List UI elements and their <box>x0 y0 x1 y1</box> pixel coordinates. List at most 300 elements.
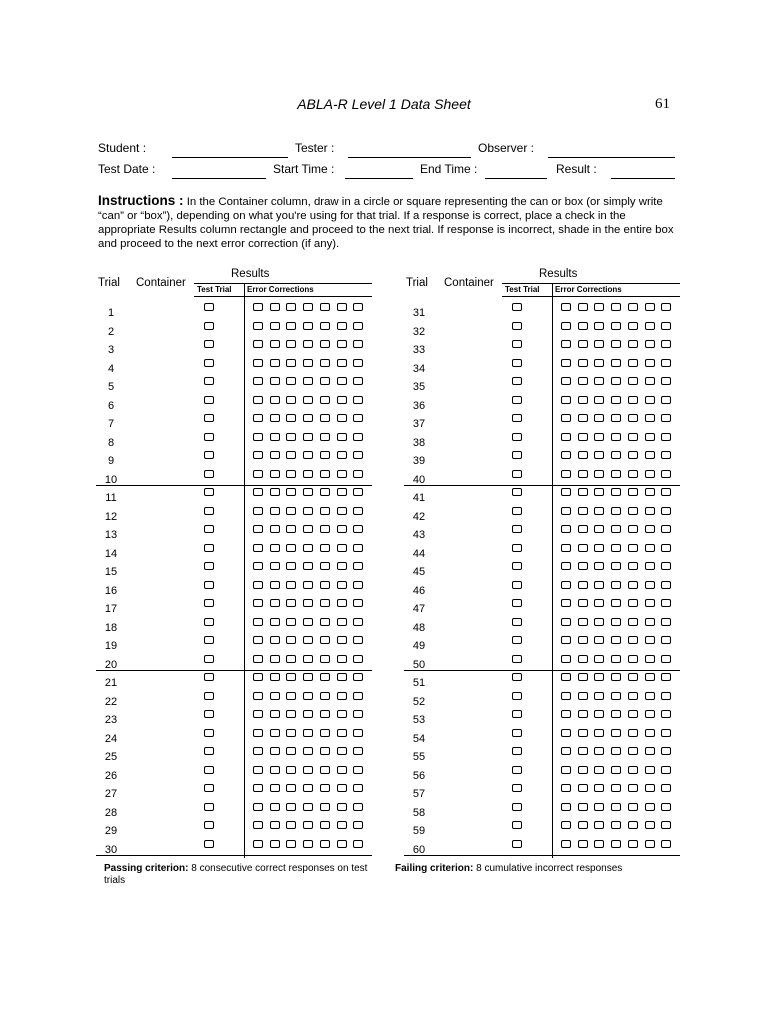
error-correction-checkbox[interactable] <box>303 821 313 829</box>
error-correction-checkbox[interactable] <box>270 340 280 348</box>
error-correction-checkbox[interactable] <box>661 525 671 533</box>
error-correction-checkbox[interactable] <box>353 636 363 644</box>
error-correction-checkbox[interactable] <box>353 451 363 459</box>
error-correction-checkbox[interactable] <box>270 710 280 718</box>
error-correction-checkbox[interactable] <box>270 470 280 478</box>
error-correction-checkbox[interactable] <box>628 507 638 515</box>
error-correction-checkbox[interactable] <box>611 803 621 811</box>
error-correction-checkbox[interactable] <box>253 581 263 589</box>
error-correction-checkbox[interactable] <box>594 322 604 330</box>
error-correction-checkbox[interactable] <box>286 618 296 626</box>
error-correction-checkbox[interactable] <box>661 322 671 330</box>
error-correction-checkbox[interactable] <box>253 340 263 348</box>
error-correction-checkbox[interactable] <box>561 747 571 755</box>
test-trial-checkbox[interactable] <box>204 840 214 848</box>
error-correction-checkbox[interactable] <box>253 673 263 681</box>
error-correction-checkbox[interactable] <box>353 840 363 848</box>
test-trial-checkbox[interactable] <box>204 451 214 459</box>
error-correction-checkbox[interactable] <box>661 359 671 367</box>
error-correction-checkbox[interactable] <box>578 581 588 589</box>
error-correction-checkbox[interactable] <box>253 803 263 811</box>
error-correction-checkbox[interactable] <box>611 766 621 774</box>
error-correction-checkbox[interactable] <box>320 396 330 404</box>
test-trial-checkbox[interactable] <box>204 544 214 552</box>
error-correction-checkbox[interactable] <box>645 359 655 367</box>
error-correction-checkbox[interactable] <box>320 451 330 459</box>
error-correction-checkbox[interactable] <box>353 562 363 570</box>
error-correction-checkbox[interactable] <box>270 673 280 681</box>
error-correction-checkbox[interactable] <box>353 618 363 626</box>
test-trial-checkbox[interactable] <box>204 322 214 330</box>
error-correction-checkbox[interactable] <box>303 359 313 367</box>
error-correction-checkbox[interactable] <box>353 784 363 792</box>
error-correction-checkbox[interactable] <box>645 396 655 404</box>
error-correction-checkbox[interactable] <box>578 840 588 848</box>
error-correction-checkbox[interactable] <box>578 507 588 515</box>
error-correction-checkbox[interactable] <box>628 396 638 404</box>
error-correction-checkbox[interactable] <box>578 636 588 644</box>
error-correction-checkbox[interactable] <box>594 747 604 755</box>
student-field[interactable] <box>172 157 288 158</box>
test-trial-checkbox[interactable] <box>204 766 214 774</box>
error-correction-checkbox[interactable] <box>353 673 363 681</box>
error-correction-checkbox[interactable] <box>270 655 280 663</box>
error-correction-checkbox[interactable] <box>611 562 621 570</box>
error-correction-checkbox[interactable] <box>337 396 347 404</box>
test-trial-checkbox[interactable] <box>204 433 214 441</box>
test-trial-checkbox[interactable] <box>204 710 214 718</box>
error-correction-checkbox[interactable] <box>628 747 638 755</box>
error-correction-checkbox[interactable] <box>253 322 263 330</box>
error-correction-checkbox[interactable] <box>286 784 296 792</box>
error-correction-checkbox[interactable] <box>337 470 347 478</box>
error-correction-checkbox[interactable] <box>661 470 671 478</box>
error-correction-checkbox[interactable] <box>594 414 604 422</box>
error-correction-checkbox[interactable] <box>628 729 638 737</box>
error-correction-checkbox[interactable] <box>661 803 671 811</box>
error-correction-checkbox[interactable] <box>645 655 655 663</box>
error-correction-checkbox[interactable] <box>628 710 638 718</box>
test-trial-checkbox[interactable] <box>512 303 522 311</box>
error-correction-checkbox[interactable] <box>628 525 638 533</box>
error-correction-checkbox[interactable] <box>561 729 571 737</box>
error-correction-checkbox[interactable] <box>286 396 296 404</box>
error-correction-checkbox[interactable] <box>561 710 571 718</box>
end-time-field[interactable] <box>485 178 547 179</box>
error-correction-checkbox[interactable] <box>594 396 604 404</box>
error-correction-checkbox[interactable] <box>611 710 621 718</box>
error-correction-checkbox[interactable] <box>594 618 604 626</box>
test-trial-checkbox[interactable] <box>204 377 214 385</box>
error-correction-checkbox[interactable] <box>253 562 263 570</box>
error-correction-checkbox[interactable] <box>594 636 604 644</box>
error-correction-checkbox[interactable] <box>320 599 330 607</box>
error-correction-checkbox[interactable] <box>628 359 638 367</box>
error-correction-checkbox[interactable] <box>337 414 347 422</box>
error-correction-checkbox[interactable] <box>628 377 638 385</box>
error-correction-checkbox[interactable] <box>645 710 655 718</box>
error-correction-checkbox[interactable] <box>578 692 588 700</box>
error-correction-checkbox[interactable] <box>594 784 604 792</box>
error-correction-checkbox[interactable] <box>303 692 313 700</box>
error-correction-checkbox[interactable] <box>661 581 671 589</box>
error-correction-checkbox[interactable] <box>611 396 621 404</box>
error-correction-checkbox[interactable] <box>303 544 313 552</box>
error-correction-checkbox[interactable] <box>320 525 330 533</box>
error-correction-checkbox[interactable] <box>628 340 638 348</box>
test-trial-checkbox[interactable] <box>512 784 522 792</box>
error-correction-checkbox[interactable] <box>320 655 330 663</box>
error-correction-checkbox[interactable] <box>628 655 638 663</box>
error-correction-checkbox[interactable] <box>578 377 588 385</box>
error-correction-checkbox[interactable] <box>303 525 313 533</box>
error-correction-checkbox[interactable] <box>645 340 655 348</box>
error-correction-checkbox[interactable] <box>303 747 313 755</box>
error-correction-checkbox[interactable] <box>661 840 671 848</box>
error-correction-checkbox[interactable] <box>661 451 671 459</box>
error-correction-checkbox[interactable] <box>611 507 621 515</box>
error-correction-checkbox[interactable] <box>253 451 263 459</box>
error-correction-checkbox[interactable] <box>594 599 604 607</box>
test-trial-checkbox[interactable] <box>512 340 522 348</box>
error-correction-checkbox[interactable] <box>594 433 604 441</box>
error-correction-checkbox[interactable] <box>645 784 655 792</box>
test-trial-checkbox[interactable] <box>512 673 522 681</box>
error-correction-checkbox[interactable] <box>286 729 296 737</box>
error-correction-checkbox[interactable] <box>661 377 671 385</box>
error-correction-checkbox[interactable] <box>270 414 280 422</box>
test-trial-checkbox[interactable] <box>512 692 522 700</box>
error-correction-checkbox[interactable] <box>337 803 347 811</box>
error-correction-checkbox[interactable] <box>337 673 347 681</box>
error-correction-checkbox[interactable] <box>286 525 296 533</box>
error-correction-checkbox[interactable] <box>270 821 280 829</box>
error-correction-checkbox[interactable] <box>661 821 671 829</box>
error-correction-checkbox[interactable] <box>578 729 588 737</box>
error-correction-checkbox[interactable] <box>645 673 655 681</box>
error-correction-checkbox[interactable] <box>578 433 588 441</box>
error-correction-checkbox[interactable] <box>561 322 571 330</box>
error-correction-checkbox[interactable] <box>253 525 263 533</box>
start-time-field[interactable] <box>345 178 413 179</box>
error-correction-checkbox[interactable] <box>303 507 313 515</box>
error-correction-checkbox[interactable] <box>286 636 296 644</box>
error-correction-checkbox[interactable] <box>594 562 604 570</box>
error-correction-checkbox[interactable] <box>270 377 280 385</box>
error-correction-checkbox[interactable] <box>628 488 638 496</box>
error-correction-checkbox[interactable] <box>578 470 588 478</box>
error-correction-checkbox[interactable] <box>645 451 655 459</box>
test-trial-checkbox[interactable] <box>512 470 522 478</box>
error-correction-checkbox[interactable] <box>320 488 330 496</box>
error-correction-checkbox[interactable] <box>320 766 330 774</box>
error-correction-checkbox[interactable] <box>337 340 347 348</box>
error-correction-checkbox[interactable] <box>303 562 313 570</box>
error-correction-checkbox[interactable] <box>270 322 280 330</box>
error-correction-checkbox[interactable] <box>353 710 363 718</box>
error-correction-checkbox[interactable] <box>337 359 347 367</box>
error-correction-checkbox[interactable] <box>320 636 330 644</box>
error-correction-checkbox[interactable] <box>594 359 604 367</box>
error-correction-checkbox[interactable] <box>320 414 330 422</box>
error-correction-checkbox[interactable] <box>286 655 296 663</box>
error-correction-checkbox[interactable] <box>645 581 655 589</box>
test-trial-checkbox[interactable] <box>512 581 522 589</box>
error-correction-checkbox[interactable] <box>661 636 671 644</box>
error-correction-checkbox[interactable] <box>286 488 296 496</box>
error-correction-checkbox[interactable] <box>353 544 363 552</box>
error-correction-checkbox[interactable] <box>286 544 296 552</box>
error-correction-checkbox[interactable] <box>286 692 296 700</box>
error-correction-checkbox[interactable] <box>353 599 363 607</box>
error-correction-checkbox[interactable] <box>337 562 347 570</box>
error-correction-checkbox[interactable] <box>628 673 638 681</box>
error-correction-checkbox[interactable] <box>337 599 347 607</box>
error-correction-checkbox[interactable] <box>561 507 571 515</box>
error-correction-checkbox[interactable] <box>578 803 588 811</box>
error-correction-checkbox[interactable] <box>270 525 280 533</box>
error-correction-checkbox[interactable] <box>253 766 263 774</box>
error-correction-checkbox[interactable] <box>286 340 296 348</box>
error-correction-checkbox[interactable] <box>594 525 604 533</box>
error-correction-checkbox[interactable] <box>337 766 347 774</box>
error-correction-checkbox[interactable] <box>578 655 588 663</box>
error-correction-checkbox[interactable] <box>286 433 296 441</box>
error-correction-checkbox[interactable] <box>353 488 363 496</box>
error-correction-checkbox[interactable] <box>628 692 638 700</box>
error-correction-checkbox[interactable] <box>353 414 363 422</box>
error-correction-checkbox[interactable] <box>561 470 571 478</box>
error-correction-checkbox[interactable] <box>561 655 571 663</box>
error-correction-checkbox[interactable] <box>253 414 263 422</box>
error-correction-checkbox[interactable] <box>303 803 313 811</box>
error-correction-checkbox[interactable] <box>561 618 571 626</box>
error-correction-checkbox[interactable] <box>303 766 313 774</box>
error-correction-checkbox[interactable] <box>320 303 330 311</box>
error-correction-checkbox[interactable] <box>253 359 263 367</box>
error-correction-checkbox[interactable] <box>628 599 638 607</box>
error-correction-checkbox[interactable] <box>645 636 655 644</box>
error-correction-checkbox[interactable] <box>628 303 638 311</box>
error-correction-checkbox[interactable] <box>320 803 330 811</box>
error-correction-checkbox[interactable] <box>270 359 280 367</box>
error-correction-checkbox[interactable] <box>353 433 363 441</box>
error-correction-checkbox[interactable] <box>661 692 671 700</box>
error-correction-checkbox[interactable] <box>628 433 638 441</box>
tester-field[interactable] <box>348 157 471 158</box>
error-correction-checkbox[interactable] <box>578 821 588 829</box>
error-correction-checkbox[interactable] <box>337 821 347 829</box>
error-correction-checkbox[interactable] <box>337 618 347 626</box>
error-correction-checkbox[interactable] <box>320 821 330 829</box>
error-correction-checkbox[interactable] <box>353 340 363 348</box>
error-correction-checkbox[interactable] <box>337 692 347 700</box>
error-correction-checkbox[interactable] <box>286 507 296 515</box>
observer-field[interactable] <box>548 157 675 158</box>
error-correction-checkbox[interactable] <box>337 507 347 515</box>
error-correction-checkbox[interactable] <box>286 747 296 755</box>
error-correction-checkbox[interactable] <box>628 618 638 626</box>
error-correction-checkbox[interactable] <box>561 544 571 552</box>
error-correction-checkbox[interactable] <box>561 784 571 792</box>
error-correction-checkbox[interactable] <box>270 303 280 311</box>
error-correction-checkbox[interactable] <box>320 470 330 478</box>
error-correction-checkbox[interactable] <box>645 507 655 515</box>
test-trial-checkbox[interactable] <box>204 562 214 570</box>
error-correction-checkbox[interactable] <box>353 470 363 478</box>
error-correction-checkbox[interactable] <box>270 636 280 644</box>
error-correction-checkbox[interactable] <box>253 655 263 663</box>
error-correction-checkbox[interactable] <box>353 525 363 533</box>
error-correction-checkbox[interactable] <box>286 414 296 422</box>
test-trial-checkbox[interactable] <box>204 692 214 700</box>
error-correction-checkbox[interactable] <box>661 544 671 552</box>
test-trial-checkbox[interactable] <box>204 618 214 626</box>
error-correction-checkbox[interactable] <box>337 729 347 737</box>
error-correction-checkbox[interactable] <box>578 766 588 774</box>
error-correction-checkbox[interactable] <box>337 544 347 552</box>
error-correction-checkbox[interactable] <box>353 747 363 755</box>
error-correction-checkbox[interactable] <box>645 729 655 737</box>
error-correction-checkbox[interactable] <box>270 451 280 459</box>
test-trial-checkbox[interactable] <box>512 544 522 552</box>
error-correction-checkbox[interactable] <box>561 340 571 348</box>
test-trial-checkbox[interactable] <box>204 340 214 348</box>
error-correction-checkbox[interactable] <box>661 562 671 570</box>
error-correction-checkbox[interactable] <box>270 766 280 774</box>
error-correction-checkbox[interactable] <box>645 525 655 533</box>
error-correction-checkbox[interactable] <box>645 803 655 811</box>
test-trial-checkbox[interactable] <box>512 766 522 774</box>
error-correction-checkbox[interactable] <box>270 618 280 626</box>
error-correction-checkbox[interactable] <box>594 544 604 552</box>
error-correction-checkbox[interactable] <box>661 747 671 755</box>
error-correction-checkbox[interactable] <box>594 470 604 478</box>
error-correction-checkbox[interactable] <box>286 581 296 589</box>
error-correction-checkbox[interactable] <box>320 784 330 792</box>
error-correction-checkbox[interactable] <box>661 507 671 515</box>
error-correction-checkbox[interactable] <box>337 322 347 330</box>
test-trial-checkbox[interactable] <box>204 488 214 496</box>
error-correction-checkbox[interactable] <box>578 544 588 552</box>
error-correction-checkbox[interactable] <box>611 544 621 552</box>
error-correction-checkbox[interactable] <box>561 396 571 404</box>
error-correction-checkbox[interactable] <box>594 803 604 811</box>
test-trial-checkbox[interactable] <box>204 507 214 515</box>
error-correction-checkbox[interactable] <box>594 303 604 311</box>
error-correction-checkbox[interactable] <box>286 562 296 570</box>
error-correction-checkbox[interactable] <box>594 766 604 774</box>
error-correction-checkbox[interactable] <box>286 470 296 478</box>
test-trial-checkbox[interactable] <box>204 747 214 755</box>
test-trial-checkbox[interactable] <box>204 784 214 792</box>
error-correction-checkbox[interactable] <box>286 710 296 718</box>
error-correction-checkbox[interactable] <box>286 303 296 311</box>
error-correction-checkbox[interactable] <box>661 710 671 718</box>
error-correction-checkbox[interactable] <box>611 636 621 644</box>
error-correction-checkbox[interactable] <box>628 636 638 644</box>
error-correction-checkbox[interactable] <box>611 377 621 385</box>
error-correction-checkbox[interactable] <box>594 821 604 829</box>
error-correction-checkbox[interactable] <box>645 821 655 829</box>
test-trial-checkbox[interactable] <box>204 359 214 367</box>
test-trial-checkbox[interactable] <box>512 599 522 607</box>
error-correction-checkbox[interactable] <box>253 470 263 478</box>
error-correction-checkbox[interactable] <box>611 322 621 330</box>
error-correction-checkbox[interactable] <box>645 599 655 607</box>
error-correction-checkbox[interactable] <box>628 803 638 811</box>
error-correction-checkbox[interactable] <box>661 784 671 792</box>
error-correction-checkbox[interactable] <box>303 322 313 330</box>
error-correction-checkbox[interactable] <box>270 747 280 755</box>
error-correction-checkbox[interactable] <box>286 766 296 774</box>
error-correction-checkbox[interactable] <box>561 821 571 829</box>
error-correction-checkbox[interactable] <box>628 821 638 829</box>
error-correction-checkbox[interactable] <box>561 766 571 774</box>
error-correction-checkbox[interactable] <box>303 618 313 626</box>
error-correction-checkbox[interactable] <box>578 784 588 792</box>
test-trial-checkbox[interactable] <box>204 803 214 811</box>
test-trial-checkbox[interactable] <box>512 377 522 385</box>
error-correction-checkbox[interactable] <box>320 359 330 367</box>
result-field[interactable] <box>611 178 675 179</box>
error-correction-checkbox[interactable] <box>611 581 621 589</box>
error-correction-checkbox[interactable] <box>561 451 571 459</box>
error-correction-checkbox[interactable] <box>303 303 313 311</box>
test-trial-checkbox[interactable] <box>512 840 522 848</box>
error-correction-checkbox[interactable] <box>561 562 571 570</box>
error-correction-checkbox[interactable] <box>337 655 347 663</box>
error-correction-checkbox[interactable] <box>286 803 296 811</box>
error-correction-checkbox[interactable] <box>611 692 621 700</box>
error-correction-checkbox[interactable] <box>353 377 363 385</box>
test-date-field[interactable] <box>172 178 266 179</box>
error-correction-checkbox[interactable] <box>645 840 655 848</box>
error-correction-checkbox[interactable] <box>611 618 621 626</box>
error-correction-checkbox[interactable] <box>611 655 621 663</box>
test-trial-checkbox[interactable] <box>512 803 522 811</box>
error-correction-checkbox[interactable] <box>286 840 296 848</box>
error-correction-checkbox[interactable] <box>645 692 655 700</box>
test-trial-checkbox[interactable] <box>512 359 522 367</box>
error-correction-checkbox[interactable] <box>337 784 347 792</box>
error-correction-checkbox[interactable] <box>561 359 571 367</box>
error-correction-checkbox[interactable] <box>270 784 280 792</box>
error-correction-checkbox[interactable] <box>578 747 588 755</box>
error-correction-checkbox[interactable] <box>561 673 571 681</box>
error-correction-checkbox[interactable] <box>594 840 604 848</box>
error-correction-checkbox[interactable] <box>561 303 571 311</box>
error-correction-checkbox[interactable] <box>320 840 330 848</box>
error-correction-checkbox[interactable] <box>270 433 280 441</box>
error-correction-checkbox[interactable] <box>303 340 313 348</box>
error-correction-checkbox[interactable] <box>303 655 313 663</box>
error-correction-checkbox[interactable] <box>611 673 621 681</box>
test-trial-checkbox[interactable] <box>512 618 522 626</box>
error-correction-checkbox[interactable] <box>303 636 313 644</box>
error-correction-checkbox[interactable] <box>661 414 671 422</box>
test-trial-checkbox[interactable] <box>204 821 214 829</box>
error-correction-checkbox[interactable] <box>353 729 363 737</box>
error-correction-checkbox[interactable] <box>578 618 588 626</box>
error-correction-checkbox[interactable] <box>320 562 330 570</box>
error-correction-checkbox[interactable] <box>337 377 347 385</box>
test-trial-checkbox[interactable] <box>512 729 522 737</box>
error-correction-checkbox[interactable] <box>661 340 671 348</box>
test-trial-checkbox[interactable] <box>204 414 214 422</box>
error-correction-checkbox[interactable] <box>611 414 621 422</box>
error-correction-checkbox[interactable] <box>561 692 571 700</box>
